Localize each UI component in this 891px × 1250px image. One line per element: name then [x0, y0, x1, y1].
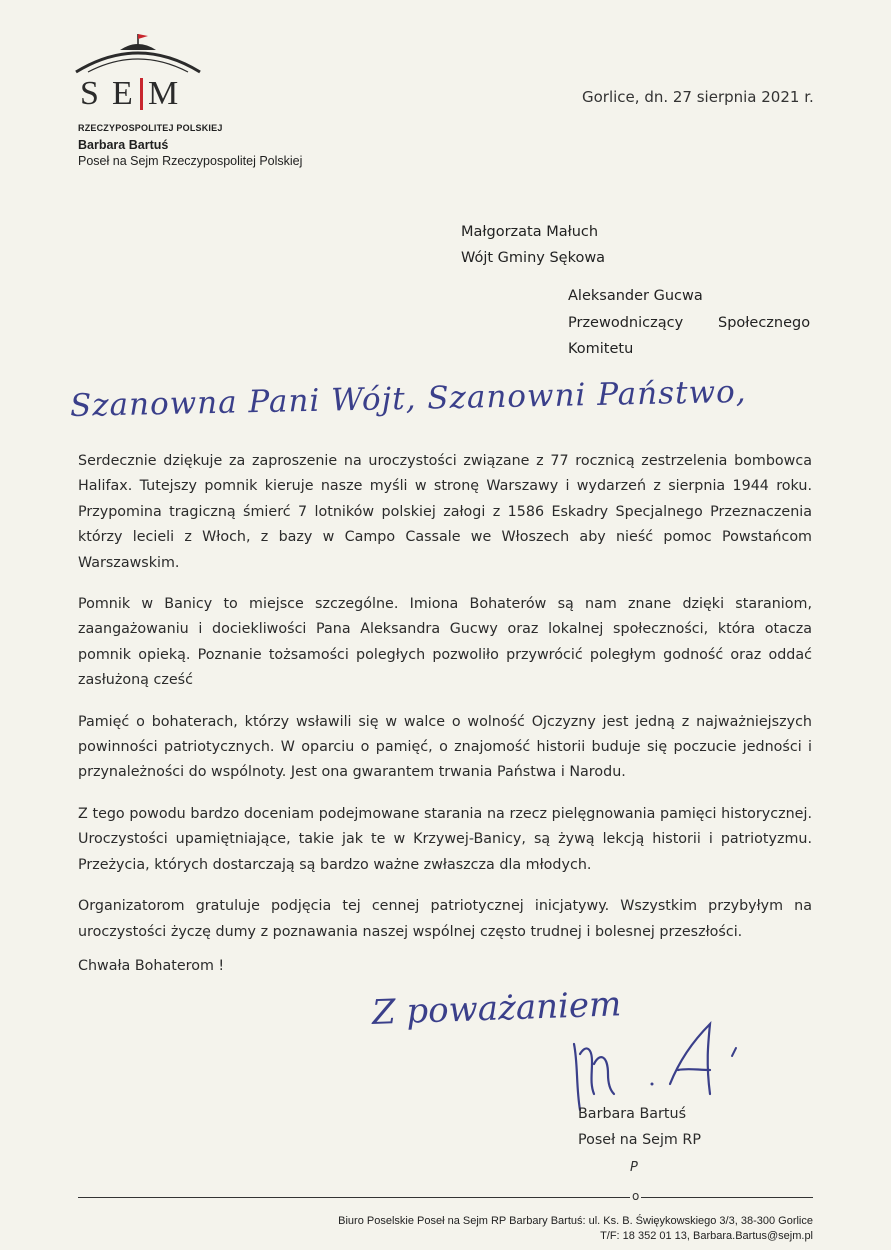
- signatory-name: Barbara Bartuś: [578, 1106, 687, 1122]
- handwritten-regards: Z poważaniem: [371, 984, 622, 1033]
- organization-label: RZECZYPOSPOLITEJ POLSKIEJ: [78, 123, 223, 133]
- paragraph: Z tego powodu bardzo doceniam podejmowane starania na rzecz pielęgnowania pamięci historycznej. Uroczystości upamiętniające, takie jak te w Krzywej-Banicy, są żywą lekcją historii i patriotyzmu. Przeżycia, których dostarczają są bardzo ważne zwłaszcza dla młodych.: [78, 805, 812, 873]
- svg-text:S: S: [80, 75, 107, 112]
- signature-mark-o: o: [632, 1189, 640, 1203]
- recipient-1-role: Wójt Gminy Sękowa: [461, 250, 606, 266]
- recipient-2-role-c: Komitetu: [568, 341, 634, 357]
- mp-name: Barbara Bartuś: [78, 138, 169, 152]
- paragraph: Serdecznie dziękuje za zaproszenie na uroczystości związane z 77 rocznicą zestrzelenia bombowca Halifax. Tutejszy pomnik kieruje nasze myśli w stronę Warszawy i wydarzeń z sierpnia 1944 roku. Przypomina tragiczną śmierć 7 lotników polskiej załogi z 1586 Eskadry Specjalnego Przeznaczenia którzy lecieli z Włoch, z bazy w Campo Cassale we Włoszech aby nieść pomoc Powstańcom Warszawskim.: [78, 453, 812, 571]
- paragraph: Pomnik w Banicy to miejsce szczególne. Imiona Bohaterów są nam znane dzięki staraniom, zaangażowaniu i dociekliwości Pana Aleksandra Gucwy oraz lokalnej społeczności, która otacza pomnik opieką. Poznanie tożsamości poległych pozwoliło przywrócić poległym godność oraz oddać zasłużoną cześć: [78, 596, 812, 689]
- sejm-logo: [68, 26, 208, 136]
- svg-text:E: E: [112, 75, 133, 112]
- signature-mark: [560, 1014, 750, 1114]
- footer-contact: T/F: 18 352 01 13, Barbara.Bartus@sejm.pl: [600, 1230, 813, 1242]
- svg-text:M: M: [148, 75, 179, 112]
- letter-body: [78, 449, 812, 961]
- recipient-2-role-a: Przewodniczący: [568, 315, 684, 331]
- signature-mark-p: P: [630, 1160, 638, 1175]
- closing-line: Chwała Bohaterom !: [78, 958, 225, 974]
- signatory-role: Poseł na Sejm RP: [578, 1132, 701, 1148]
- date-line: Gorlice, dn. 27 sierpnia 2021 r.: [582, 88, 814, 106]
- recipient-2-name: Aleksander Gucwa: [568, 288, 703, 304]
- paragraph: Pamięć o bohaterach, którzy wsławili się w walce o wolność Ojczyzny jest jedną z najważniejszych powinności patriotycznych. W oparciu o pamięć, o znajomość historii buduje się poczucie jedności i przynależności do wspólnoty. Jest ona gwarantem trwania Państwa i Narodu.: [78, 713, 812, 781]
- footer-address: Biuro Poselskie Poseł na Sejm RP Barbary Bartuś: ul. Ks. B. Święykowskiego 3/3, 38-300 Gorlice: [338, 1215, 813, 1227]
- recipient-2-role-b: Społecznego: [718, 315, 811, 331]
- mp-title: Poseł na Sejm Rzeczypospolitej Polskiej: [78, 154, 303, 168]
- footer-divider: [78, 1197, 813, 1198]
- paragraph: Organizatorom gratuluje podjęcia tej cennej patriotycznej inicjatywy. Wszystkim przybyłym na uroczystości życzę dumy z poznawania naszej wspólnej często trudnej i bolesnej przeszłości.: [78, 898, 812, 940]
- handwritten-salutation: Szanowna Pani Wójt, Szanowni Państwo,: [69, 373, 747, 424]
- recipient-1-name: Małgorzata Małuch: [461, 224, 599, 240]
